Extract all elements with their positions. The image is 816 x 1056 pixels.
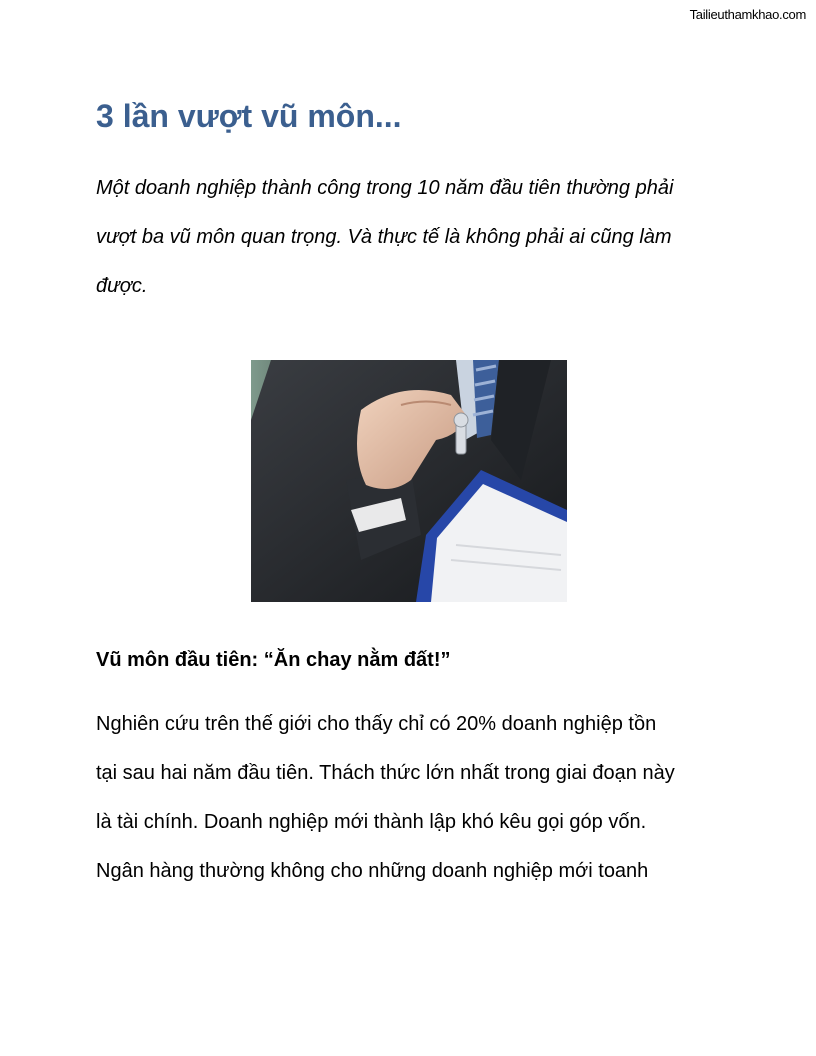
article	[96, 92, 726, 311]
intro-line: Một doanh nghiệp thành công trong 10 năm đầu tiên thường phải	[96, 177, 674, 199]
businessman-holding-key-photo	[251, 360, 567, 602]
body-line: Nghiên cứu trên thế giới cho thấy chỉ có 20% doanh nghiệp tồn	[96, 713, 657, 735]
body-line: là tài chính. Doanh nghiệp mới thành lập khó kêu gọi góp vốn.	[96, 811, 647, 833]
intro-line: vượt ba vũ môn quan trọng. Và thực tế là không phải ai cũng làm	[96, 226, 672, 248]
intro-line: được.	[96, 275, 148, 297]
intro-paragraph	[96, 164, 726, 311]
body-paragraph	[96, 700, 726, 896]
body-line: tại sau hai năm đầu tiên. Thách thức lớn nhất trong giai đoạn này	[96, 762, 675, 784]
body-line: Ngân hàng thường không cho những doanh nghiệp mới toanh	[96, 860, 649, 882]
section-heading: Vũ môn đầu tiên: “Ăn chay nằm đất!”	[96, 649, 451, 671]
watermark: Tailieuthamkhao.com	[689, 7, 806, 22]
page-title: 3 lần vượt vũ môn...	[96, 98, 402, 134]
